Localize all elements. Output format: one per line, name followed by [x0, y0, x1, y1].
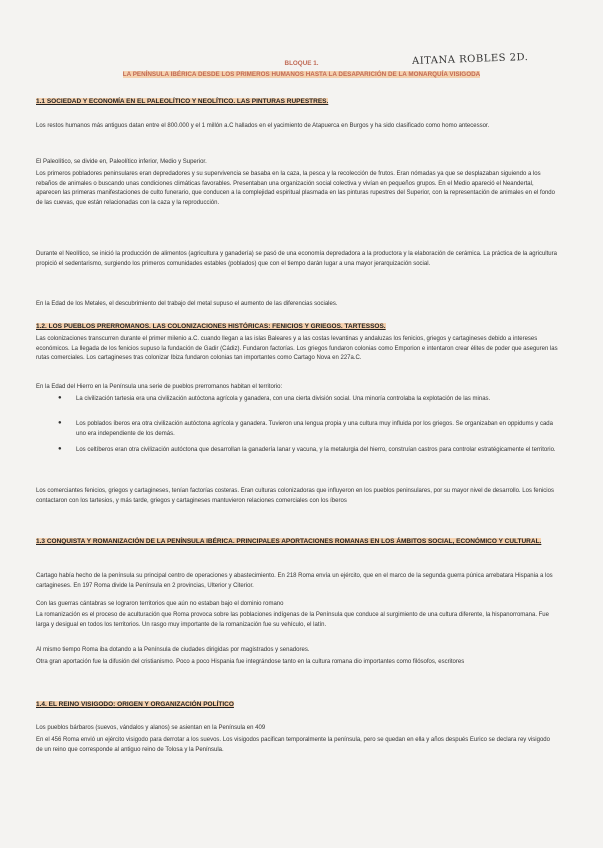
section-3-title-text: 1.3 CONQUISTA Y ROMANIZACIÓN DE LA PENÍNSULA IBÉRICA. PRINCIPALES APORTACIONES ROMANAS EN LOS ÁMBITOS SOCIAL, ECONÓMICO Y CULTURAL.	[36, 538, 542, 545]
section-1-title	[36, 98, 556, 105]
s1-paragraph-2: El Paleolítico, se divide en, Paleolítico inferior, Medio y Superior.	[36, 159, 207, 165]
block-title: BLOQUE 1.	[284, 60, 319, 67]
s3-paragraph-1: Cartago había hecho de la península su principal centro de operaciones y abastecimiento. En 218 Roma envía un ejército, que en el marco de la segunda guerra púnica arrebatara Hispania a los cartagineses. En 197 Roma divide la Península en 2 provincias, Ulterior y Citerior.	[36, 573, 553, 589]
bullet-1: ●	[58, 395, 62, 401]
section-4-title-text: 1.4. EL REINO VISIGODO: ORIGEN Y ORGANIZACIÓN POLÍTICO	[36, 701, 234, 708]
section-1-title-text: 1.1 SOCIEDAD Y ECONOMÍA EN EL PALEOLÍTICO Y NEOLÍTICO. LAS PINTURAS RUPESTRES.	[36, 98, 329, 105]
bullet-3: ●	[58, 446, 62, 452]
section-3-title	[36, 537, 556, 547]
s1-paragraph-4: Durante el Neolítico, se inició la producción de alimentos (agricultura y ganadería) se pasó de una economía depredadora a la productora y la elaboración de cerámica. La práctica de la agricultura propició el sedentarismo, surgiendo los primeros comunidades estables (poblados) que con el tiempo darán lugar a una mayor jerarquización social.	[36, 251, 557, 267]
s3-paragraph-2: Con las guerras cántabras se lograron territorios que aún no estaban bajo el dominio romano	[36, 601, 284, 607]
section-4-title	[36, 701, 556, 708]
s4-paragraph-1: Los pueblos bárbaros (suevos, vándalos y alanos) se asientan en la Península en 409	[36, 725, 266, 731]
section-2-title-text: 1.2. LOS PUEBLOS PRERROMANOS. LAS COLONIZACIONES HISTÓRICAS: FENICIOS Y GRIEGOS. TARTESSOS.	[36, 323, 386, 330]
section-2-title	[36, 323, 556, 330]
block-subtitle	[0, 71, 603, 78]
s3-paragraph-3: La romanización es el proceso de aculturación que Roma provoca sobre las poblaciones indígenas de la Península que conduce al surgimiento de una cultura diferente, la hispanorromana. Fue larga y desigual en todos los territorios. Un rasgo muy importante de la romanización fue su vehículo, el latín.	[36, 612, 549, 628]
s2-paragraph-3: Los comerciantes fenicios, griegos y cartagineses, tenían factorías costeras. Eran culturas colonizadoras que influyeron en los pueblos peninsulares, por su mayor nivel de desarrollo. Los fenicios contactaron con los tartesios, y más tarde, griegos y cartagineses mantuvieron relaciones comerciales con los íberos	[36, 488, 554, 504]
author-signature: AITANA ROBLES 2D.	[411, 51, 529, 68]
s1-paragraph-5: En la Edad de los Metales, el descubrimiento del trabajo del metal supuso el aumento de las diferencias sociales.	[36, 301, 338, 307]
s2-paragraph-2: En la Edad del Hierro en la Península una serie de pueblos prerromanos habitan el territorio:	[36, 384, 283, 390]
block-subtitle-text: LA PENÍNSULA IBÉRICA DESDE LOS PRIMEROS HUMANOS HASTA LA DESAPARICIÓN DE LA MONARQUÍA VISIGODA	[122, 71, 481, 78]
s1-paragraph-3: Los primeros pobladores peninsulares eran depredadores y su supervivencia se basaba en la caza, la pesca y la recolección de frutos. Eran nómadas ya que se desplazaban siguiendo a los rebaños de animales o buscando unas condiciones climáticas favorables. Presentaban una organización social colectiva y vivían en pequeños grupos. En el Medio apareció el Neandertal, aparecen las primeras manifestaciones de culto funerario, que conducen a la complejidad espiritual plasmada en las pinturas rupestres del Superior, con la representación de animales en el fondo de las cuevas, que están relacionadas con la caza y la reproducción.	[36, 171, 555, 206]
s2-bullet-3: Los celtíberos eran otra civilización autóctona que desarrollan la ganadería lanar y vacuna, y la metalurgia del hierro, construían castros para controlar estratégicamente el territorio.	[76, 447, 556, 453]
s2-bullet-2: Los poblados íberos era otra civilización autóctona agrícola y ganadera. Tuvieron una lengua propia y una cultura muy influida por los griegos. Se organizaban en oppidums y cada uno era independiente de los demás.	[76, 421, 553, 437]
s4-paragraph-2: En el 456 Roma envió un ejército visigodo para derrotar a los suevos. Los visigodos pacifican temporalmente la península, pero se quedan en ella y años después Eurico se declara rey visigodo de un reino que corresponde al antiguo reino de Tolosa y la Península.	[36, 737, 550, 753]
s2-bullet-1: La civilización tartesia era una civilización autóctona agrícola y ganadera, con una cierta división social. Una minoría controlaba la explotación de las minas.	[76, 396, 491, 402]
s1-paragraph-1: Los restos humanos más antiguos datan entre el 800.000 y el 1 millón a.C hallados en el yacimiento de Atapuerca en Burgos y ha sido clasificado como homo antecessor.	[36, 123, 490, 129]
s3-paragraph-4: Al mismo tiempo Roma iba dotando a la Península de ciudades dirigidas por magistrados y senadores.	[36, 647, 310, 653]
s2-paragraph-1: Las colonizaciones transcurren durante el primer milenio a.C. cuando llegan a las islas Baleares y a las costas levantinas y andaluzas los fenicios, griegos y cartagineses debido a intereses económicos. La llegada de los fenicios supuso la fundación de Gadir (Cádiz). Fundaron factorías. Los griegos fundaron colonias como Emporion e intentaron crear élites de poder que aseguren las rutas comerciales. Los cartagineses tras colonizar Ibiza fundaron colonias tan importantes como Cartago Nova en 227a.C.	[36, 336, 558, 362]
s3-paragraph-5: Otra gran aportación fue la difusión del cristianismo. Poco a poco Hispania fue integrándose tanto en la cultura romana dio importantes como filósofos, escritores	[36, 659, 465, 665]
bullet-2: ●	[58, 420, 62, 426]
